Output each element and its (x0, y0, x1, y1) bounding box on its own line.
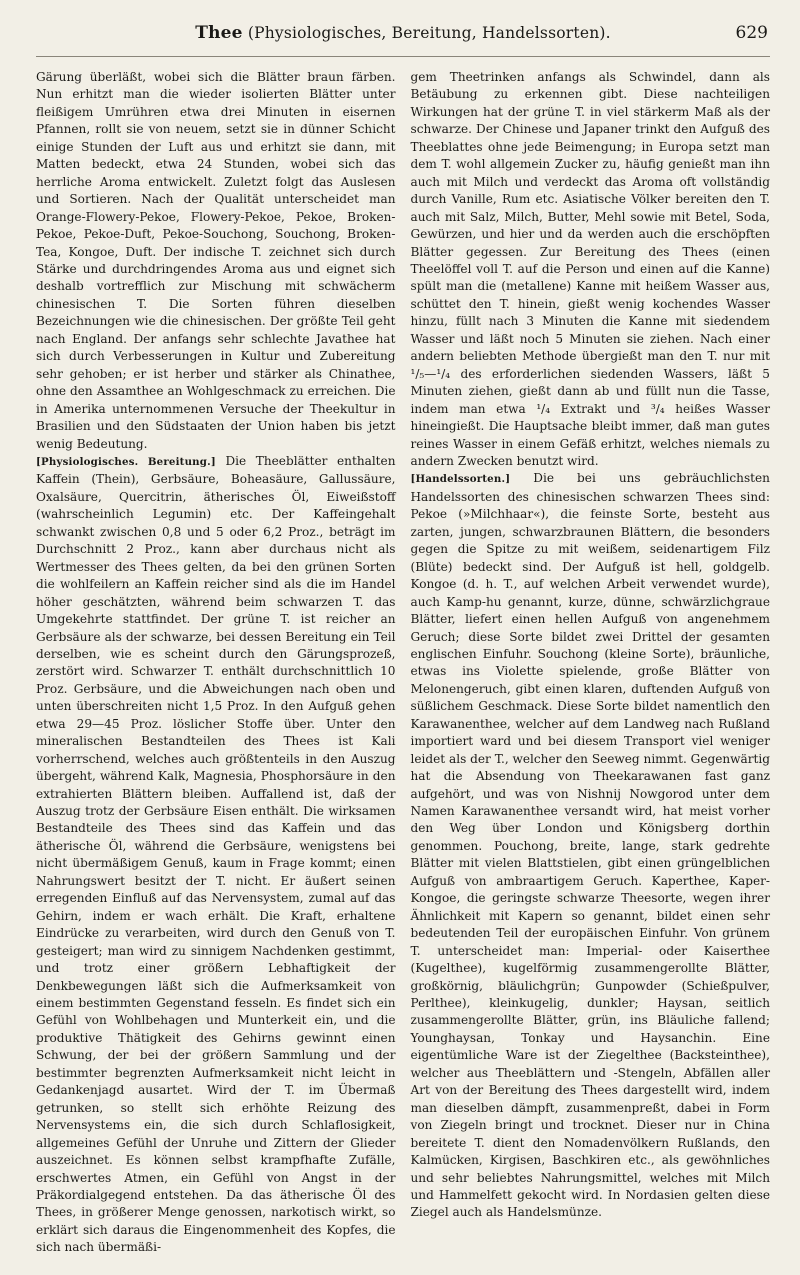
page-number: 629 (735, 23, 768, 43)
section-label: [Physiologisches. Bereitung.] (36, 455, 216, 468)
paragraph: gem Theetrinken anfangs als Schwindel, dann als Betäubung zu erkennen gibt. Diese nachteiligen Wirkungen hat der grüne T. in viel stärkerm Maß als der schwarze. Der Chinese und Japaner trinkt den Aufguß des Theeblattes ohne jede Beimengung; in Europa setzt man dem T. wohl allgemein Zucker zu, häufig genießt man ihn auch mit Milch und verdeckt das Aroma oft vollständig durch Vanille, Rum etc. Asiatische Völker bereiten den T. auch mit Salz, Milch, Butter, Mehl sowie mit Betel, Soda, Gewürzen, und hier und da werden auch die erschöpften Blätter gegessen. Zur Bereitung des Thees (einen Theelöffel voll T. auf die Person und einen auf die Kanne) spült man die (metallene) Kanne mit heißem Wasser aus, schüttet den T. hinein, gießt wenig kochendes Wasser hinzu, füllt nach 3 Minuten die Kanne mit siedendem Wasser und läßt noch 5 Minuten sie ziehen. Nach einer andern beliebten Methode übergießt man den T. nur mit ¹/₅—¹/₄ des erforderlichen siedenden Wassers, läßt 5 Minuten ziehen, gießt dann ab und füllt nun die Tasse, indem man etwa ¹/₄ Extrakt und ³/₄ heißes Wasser hineingießt. Die Hauptsache bleibt immer, daß man gutes reines Wasser in einem Gefäß erhitzt, welches niemals zu andern Zwecken benutzt wird. (410, 70, 770, 468)
page-header (36, 10, 770, 57)
text-columns (36, 57, 770, 1257)
paragraph-physiology (36, 453, 396, 1257)
running-head (195, 23, 611, 43)
paragraph-text: Die Theeblätter enthalten Kaffein (Thein), Gerbsäure, Boheasäure, Gallussäure, Oxalsäure, Quercitrin, ätherisches Öl, Eiweißstoff (wahrscheinlich Legumin) etc. Der Kaffeingehalt schwankt zwischen 0,8 und 5 oder 6,2 Proz., beträgt im Durchschnitt 2 Proz., kann aber durchaus nicht als Wertmesser des Thees gelten, da bei den grünen Sorten die wohlfeilern an Kaffein reicher sind als die im Handel höher geschätzten, während beim schwarzen T. das Umgekehrte stattfindet. Der grüne T. ist reicher an Gerbsäure als der schwarze, bei dessen Bereitung ein Teil derselben, wie es scheint durch den Gärungsprozeß, zerstört wird. Schwarzer T. enthält durchschnittlich 10 Proz. Gerbsäure, und die Abweichungen nach oben und unten überschreiten nicht 1,5 Proz. In den Aufguß gehen etwa 29—45 Proz. löslicher Stoffe über. Unter den mineralischen Bestandteilen des Thees ist Kali vorherrschend, welches auch größtenteils in den Auszug übergeht, während Kalk, Magnesia, Phosphorsäure in den extrahierten Blättern bleiben. Auffallend ist, daß der Auszug trotz der Gerbsäure Eisen enthält. Die wirksamen Bestandteile des Thees sind das Kaffein und das ätherische Öl, während die Gerbsäure, wenigstens bei nicht übermäßigem Genuß, kaum in Frage kommt; einen Nahrungswert besitzt der T. nicht. Er äußert seinen erregenden Einfluß auf das Nervensystem, zumal auf das Gehirn, indem er wach erhält. Die Kraft, erhaltene Eindrücke zu verarbeiten, wird durch den Genuß von T. gesteigert; man wird zu sinnigem Nachdenken gestimmt, und trotz einer größern Lebhaftigkeit der Denkbewegungen läßt sich die Aufmerksamkeit von einem bestimmten Gegenstand fesseln. Es findet sich ein Gefühl von Wohlbehagen und Munterkeit ein, und die produktive Thätigkeit des Gehirns gewinnt einen Schwung, der bei der größern Sammlung und der bestimmter begrenzten Aufmerksamkeit nicht leicht in Gedankenjagd ausartet. Wird der T. im Übermaß getrunken, so stellt sich erhöhte Reizung des Nervensystems ein, die sich durch Schlaflosigkeit, allgemeines Gefühl der Unruhe und Zittern der Glieder auszeichnet. Es können selbst krampfhafte Zufälle, erschwertes Atmen, ein Gefühl von Angst in der Präkordialgegend entstehen. Da das ätherische Öl des Thees, in größerer Menge genossen, narkotisch wirkt, so erklärt sich daraus die Eingenommenheit des Kopfes, die sich nach übermäßi- (36, 453, 396, 1255)
paragraph: Gärung überläßt, wobei sich die Blätter braun färben. Nun erhitzt man die wieder isolierten Blätter unter fleißigem Umrühren etwa drei Minuten in eisernen Pfannen, rollt sie von neuem, setzt sie in dünner Schicht einige Stunden der Luft aus und erhitzt sie dann, mit Matten bedeckt, etwa 24 Stunden, wobei sich das herrliche Aroma entwickelt. Zuletzt folgt das Auslesen und Sortieren. Nach der Qualität unterscheidet man Orange-Flowery-Pekoe, Flowery-Pekoe, Pekoe, Broken-Pekoe, Pekoe-Duft, Pekoe-Souchong, Souchong, Broken-Tea, Kongoe, Duft. Der indische T. zeichnet sich durch Stärke und durchdringendes Aroma aus und eignet sich deshalb vortrefflich zur Mischung mit schwächerm chinesischen T. Die Sorten führen dieselben Bezeichnungen wie die chinesischen. Der größte Teil geht nach England. Der anfangs sehr schlechte Javathee hat sich durch Verbesserungen in Kultur und Zubereitung sehr gehoben; er ist herber und stärker als Chinathee, ohne den Assamthee an Wohlgeschmack zu erreichen. Die in Amerika unternommenen Versuche der Theekultur in Brasilien und den Südstaaten der Union haben bis jetzt wenig Bedeutung. (36, 70, 396, 451)
running-head-keyword: Thee (195, 23, 243, 43)
section-label: [Handelssorten.] (410, 473, 511, 486)
paragraph-trade-sorts (411, 470, 771, 1221)
running-head-subtitle: (Physiologisches, Bereitung, Handelssorten). (247, 24, 611, 42)
right-column (411, 69, 771, 1257)
left-column (36, 69, 396, 1257)
paragraph-text: Die bei uns gebräuchlichsten Handelssorten des chinesischen schwarzen Thees sind: Pekoe (»Milchhaar«), die feinste Sorte, besteht aus zarten, jungen, schwarzbraunen Blättern, die besonders gegen die Spitze zu mit weißem, seidenartigem Filz (Blüte) bedeckt sind. Der Aufguß ist hell, goldgelb. Kongoe (d. h. T., auf welchen Arbeit verwendet wurde), auch Kamp-hu genannt, kurze, dünne, schwärzlichgraue Blätter, liefert einen hellen Aufguß von angenehmem Geruch; diese Sorte bildet zwei Drittel der gesamten englischen Einfuhr. Souchong (kleine Sorte), bräunliche, etwas ins Violette spielende, große Blätter von Melonengeruch, gibt einen klaren, duftenden Aufguß von süßlichem Geschmack. Diese Sorte bildet namentlich den Karawanenthee, welcher auf dem Landweg nach Rußland importiert ward und bei diesem Transport viel weniger leidet als der T., welcher den Seeweg nimmt. Gegenwärtig hat die Absendung von Theekarawanen fast ganz aufgehört, und was von Nishnij Nowgorod unter dem Namen Karawanenthee versandt wird, hat meist vorher den Weg über London und Königsberg dorthin genommen. Pouchong, breite, lange, stark gedrehte Blätter mit vielen Blattstielen, gibt einen grüngelblichen Aufguß von ambraartigem Geruch. Kaperthee, Kaper-Kongoe, die geringste schwarze Theesorte, wegen ihrer Ähnlichkeit mit Kapern so genannt, bildet einen sehr bedeutenden Teil der europäischen Einfuhr. Von grünem T. unterscheidet man: Imperial- oder Kaiserthee (Kugelthee), kugelförmig zusammengerollte Blätter, großkörnig, bläulichgrün; Gunpowder (Schießpulver, Perlthee), kleinkugelig, dunkler; Haysan, seitlich zusammengerollte Blätter, grün, ins Bläuliche fallend; Younghaysan, Tonkay und Haysanchin. Eine eigentümliche Ware ist der Ziegelthee (Backsteinthee), welcher aus Theeblättern und -Stengeln, Abfällen aller Art von der Bereitung des Thees dargestellt wird, indem man dieselben dämpft, zusammenpreßt, dabei in Form von Ziegeln bringt und trocknet. Dieser nur in China bereitete T. dient den Nomadenvölkern Rußlands, den Kalmücken, Kirgisen, Baschkiren etc., als gewöhnliches und sehr beliebtes Nahrungsmittel, welches mit Milch und Hammelfett gekocht wird. In Nordasien gelten diese Ziegel auch als Handelsmünze. (410, 471, 770, 1220)
